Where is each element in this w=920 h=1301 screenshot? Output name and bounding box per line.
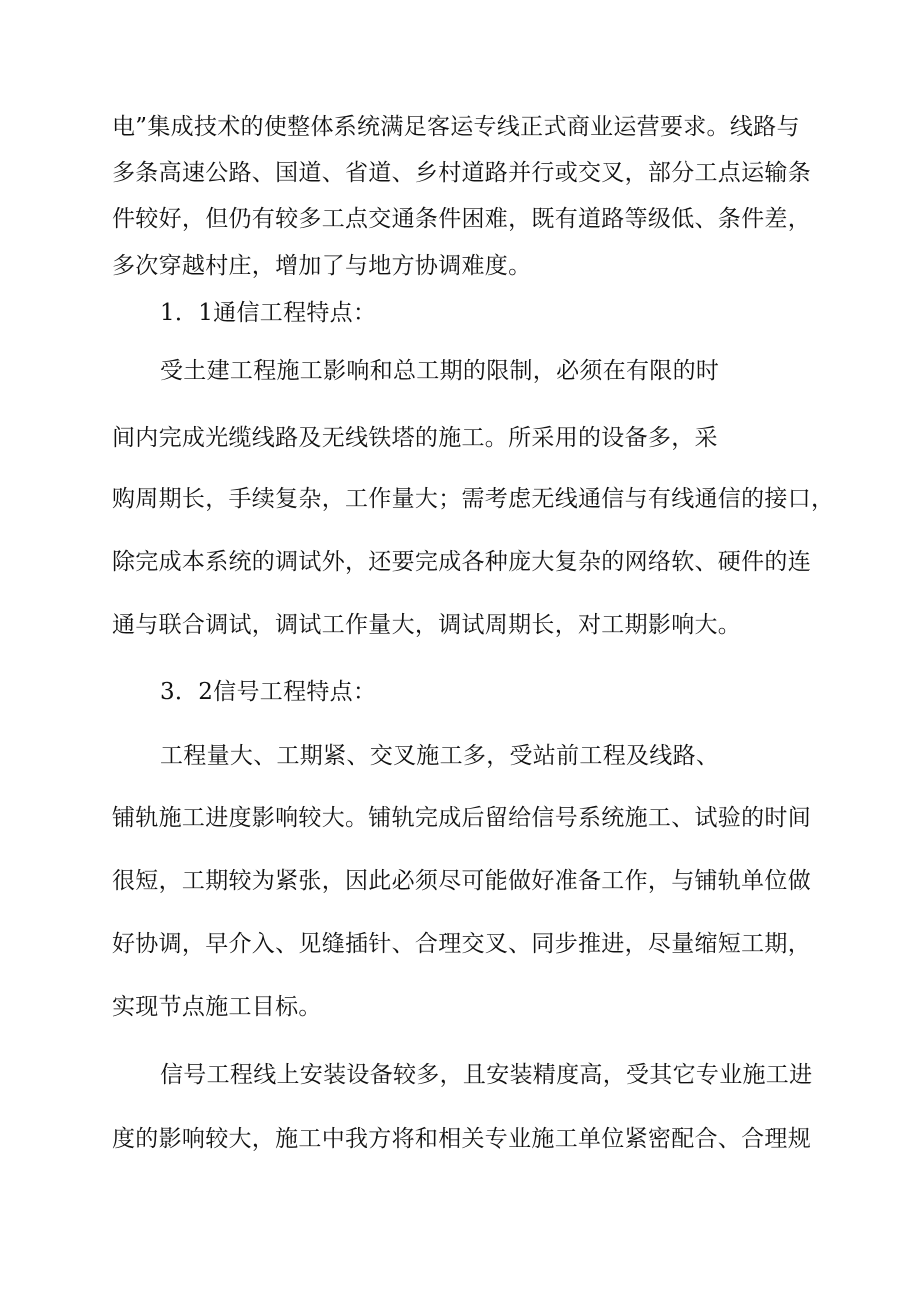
text-line: 电”集成技术的使整体系统满足客运专线正式商业运营要求。线路与 <box>112 114 800 140</box>
text-line: 度的影响较大，施工中我方将和相关专业施工单位紧密配合、合理规 <box>112 1126 811 1152</box>
text-line: 受土建工程施工影响和总工期的限制，必须在有限的时 <box>160 358 720 384</box>
text-line: 多次穿越村庄，增加了与地方协调难度。 <box>112 253 532 279</box>
text-line: 铺轨施工进度影响较大。铺轨完成后留给信号系统施工、试验的时间 <box>112 805 811 831</box>
text-line: 件较好，但仍有较多工点交通条件困难，既有道路等级低、条件差， <box>112 206 811 232</box>
text-line: 工程量大、工期紧、交叉施工多，受站前工程及线路、 <box>160 743 720 769</box>
section-heading: 1．1通信工程特点： <box>160 300 377 326</box>
text-line: 很短，工期较为紧张，因此必须尽可能做好准备工作，与铺轨单位做 <box>112 868 811 894</box>
text-line: 通与联合调试，调试工作量大，调试周期长，对工期影响大。 <box>112 612 742 638</box>
text-line: 间内完成光缆线路及无线铁塔的施工。所采用的设备多，采 <box>112 425 718 451</box>
text-line: 多条高速公路、国道、省道、乡村道路并行或交叉，部分工点运输条 <box>112 160 811 186</box>
text-line: 除完成本系统的调试外，还要完成各种庞大复杂的网络软、硬件的连 <box>112 549 811 575</box>
text-line: 购周期长，手续复杂，工作量大；需考虑无线通信与有线通信的接口， <box>112 486 835 512</box>
text-line: 信号工程线上安装设备较多，且安装精度高，受其它专业施工进 <box>160 1062 813 1088</box>
section-heading: 3．2信号工程特点： <box>160 679 377 705</box>
text-line: 好协调，早介入、见缝插针、合理交叉、同步推进，尽量缩短工期， <box>112 931 811 957</box>
text-line: 实现节点施工目标。 <box>112 994 322 1020</box>
